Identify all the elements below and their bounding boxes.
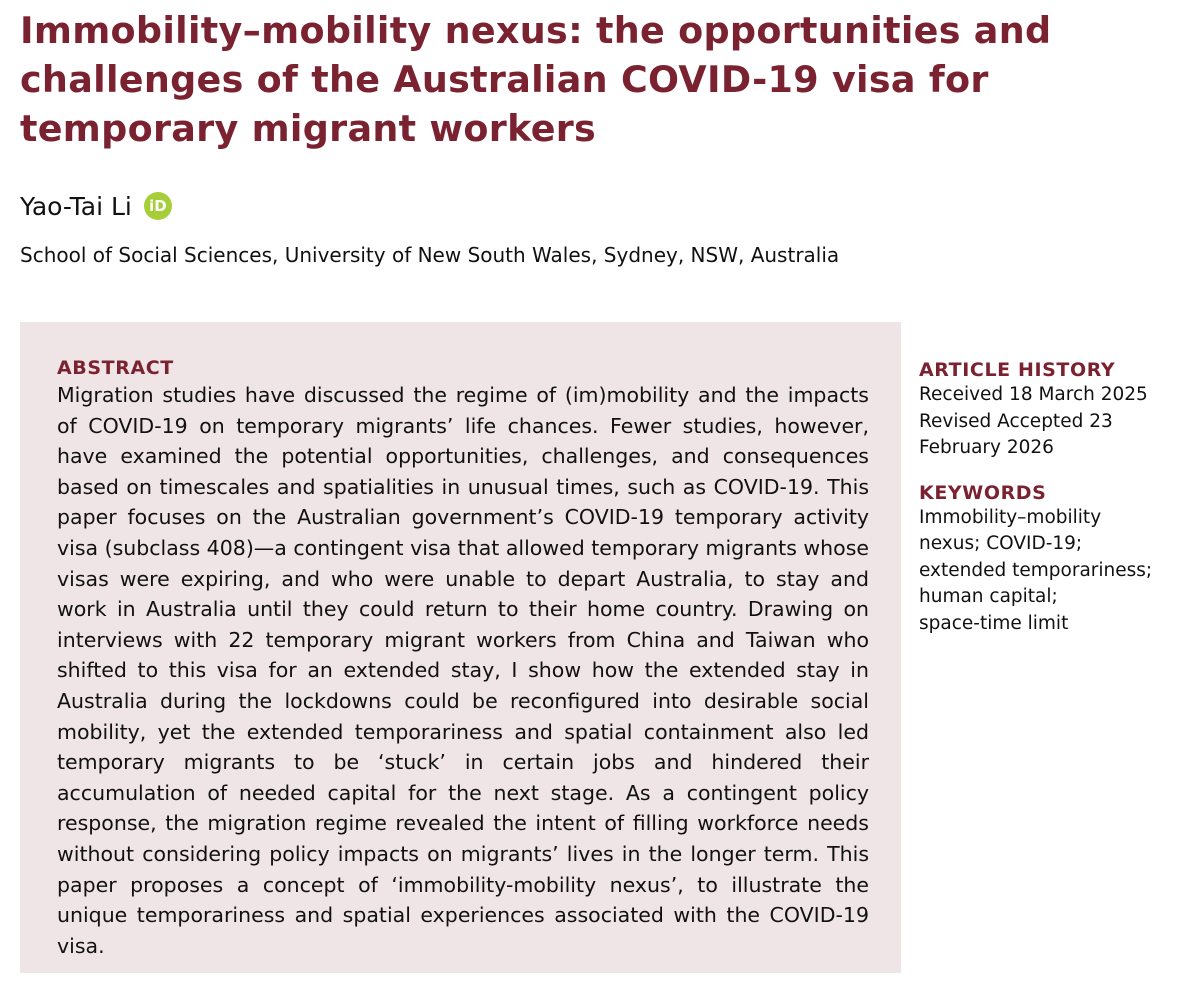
keywords-heading: KEYWORDS xyxy=(919,481,1047,504)
article-sidebar xyxy=(919,358,1189,637)
keyword-line: space-time limit xyxy=(919,612,1069,634)
keyword-line: Immobility–mobility xyxy=(919,506,1102,528)
article-history-line: Revised Accepted 23 xyxy=(919,410,1113,432)
article-history-text xyxy=(919,382,1189,462)
abstract-panel xyxy=(20,322,901,973)
author-row xyxy=(20,188,172,224)
keywords-text xyxy=(919,505,1189,638)
article-title: Immobility–mobility nexus: the opportunities and challenges of the Australian COVID-19 visa for temporary migrant workers xyxy=(20,9,1052,150)
author-name: Yao-Tai Li xyxy=(20,191,132,221)
keyword-line: nexus; COVID-19; xyxy=(919,533,1083,554)
abstract-heading: ABSTRACT xyxy=(57,357,174,379)
abstract-text: Migration studies have discussed the regime of (im)mobility and the impacts of COVID-19 on temporary migrants’ life chances. Fewer studies, however, have examined the potential opportunities, challenges, and consequences based on timescales and spatialities in unusual times, such as COVID-19. This paper focuses on the Australian government’s COVID-19 temporary activity visa (subclass 408)—a contingent visa that allowed temporary migrants whose visas were expiring, and who were unable to depart Australia, to stay and work in Australia until they could return to their home country. Drawing on interviews with 22 temporary migrant workers from China and Taiwan who shifted to this visa for an extended stay, I show how the extended stay in Australia during the lockdowns could be reconfigured into desirable social mobility, yet the extended temporariness and spatial containment also led temporary migrants to be ‘stuck’ in certain jobs and hindered their accumulation of needed capital for the next stage. As a contingent policy response, the migration regime revealed the intent of filling workforce needs without considering policy impacts on migrants’ lives in the longer term. This paper proposes a concept of ‘immobility-mobility nexus’, to illustrate the unique temporariness and spatial experiences associated with the COVID-19 visa. xyxy=(57,383,869,958)
article-history-line: February 2026 xyxy=(919,437,1054,458)
article-history-line: Received 18 March 2025 xyxy=(919,384,1148,405)
article-history-heading: ARTICLE HISTORY xyxy=(919,359,1116,381)
keyword-line: extended temporariness; xyxy=(919,559,1153,581)
author-affiliation: School of Social Sciences, University of New South Wales, Sydney, NSW, Australia xyxy=(20,243,840,267)
keyword-line: human capital; xyxy=(919,586,1058,607)
orcid-icon[interactable]: iD xyxy=(144,192,172,220)
